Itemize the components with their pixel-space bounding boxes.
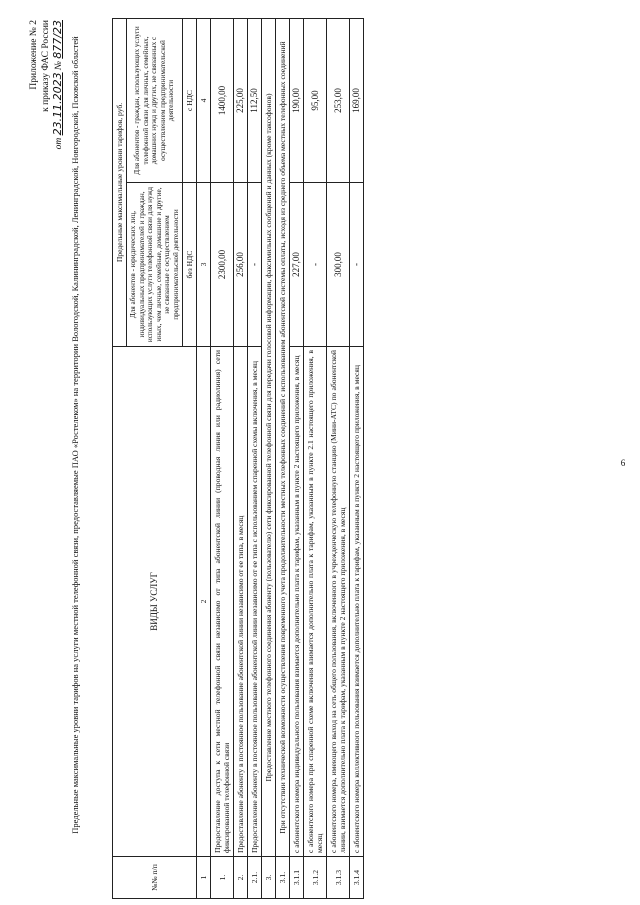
column-index: 1	[197, 857, 211, 899]
date-prefix: от	[54, 137, 64, 150]
table-row	[327, 19, 350, 899]
tariff-legal: -	[304, 183, 327, 347]
table-row	[248, 19, 262, 899]
header-row-number: №№ п/п	[113, 857, 197, 899]
service-description: Предоставление абоненту в постоянное пользование абонентской линии независимо от ее типа с использованием спаренной схемы включения, в месяц	[248, 347, 262, 857]
table-row	[234, 19, 248, 899]
tariff-legal: 256,00	[234, 183, 248, 347]
header-citizens: Для абонентов - граждан, использующих услуги телефонной связи для личных, семейных, домашних нужд и других, не связанных с осуществлением предпринимательской деятельности	[127, 19, 183, 183]
tariff-citizens: 112,50	[248, 19, 262, 183]
row-number: 3.1.2	[304, 857, 327, 899]
order-date-line	[52, 20, 65, 220]
header-services: ВИДЫ УСЛУГ	[113, 347, 197, 857]
row-number: 3.1.4	[350, 857, 364, 899]
header-legal-entities: Для абонентов - юридических лиц, индивидуальных предпринимателей и граждан, использующих услуги телефонной связи для нужд иных, чем личные, семейные, домашние и другие, не связанные с осуществлением предпринимательской деятельности	[127, 183, 183, 347]
page-number: 6	[620, 457, 626, 468]
table-row	[290, 19, 304, 899]
row-number: 2.1.	[248, 857, 262, 899]
header-no-vat: без НДС	[183, 183, 197, 347]
row-number: 3.1.3	[327, 857, 350, 899]
appendix-block	[28, 20, 65, 220]
service-description: Предоставление абоненту в постоянное пользование абонентской линии независимо от ее типа, в месяц	[234, 347, 248, 857]
tariff-citizens: 1400,00	[211, 19, 234, 183]
row-number: 3.1.	[276, 857, 290, 899]
order-date: 23.11.2023	[51, 72, 64, 136]
number-label: №	[54, 61, 64, 71]
table-row	[350, 19, 364, 899]
appendix-line-2: к приказу ФАС России	[41, 20, 51, 112]
tariff-table	[112, 18, 364, 899]
service-description: Предоставление доступа к сети местной телефонной связи независимо от типа абонентской линии (проводная линия или радиолиния) сети фиксированной телефонной связи	[211, 347, 234, 857]
column-index: 3	[197, 183, 211, 347]
row-number: 3.	[262, 857, 276, 899]
section-heading: При отсутствии технической возможности осуществления повременного учета продолжительности местных телефонных соединений с использованием абонентской системы оплаты, исходя из среднего объема местных телефонных соединений	[276, 19, 290, 857]
section-heading: Предоставление местного телефонного соединения абоненту (пользователю) сети фиксированной телефонной связи для передачи голосовой информации, факсимильных сообщений и данных (кроме таксофонов)	[262, 19, 276, 857]
tariff-citizens: 253,00	[327, 19, 350, 183]
header-max-tariffs: Предельные максимальные уровни тарифов, руб.	[113, 19, 127, 347]
table-row	[304, 19, 327, 899]
order-number: 877/23	[51, 20, 64, 59]
column-index: 2	[197, 347, 211, 857]
service-description: с абонентского номера индивидуального пользования взимается дополнительно плата к тарифам, указанным в пункте 2 настоящего приложения, в месяц	[290, 347, 304, 857]
tariff-legal: -	[248, 183, 262, 347]
tariff-citizens: 95,00	[304, 19, 327, 183]
row-number: 3.1.1	[290, 857, 304, 899]
tariff-legal: -	[350, 183, 364, 347]
row-number: 2.	[234, 857, 248, 899]
tariff-legal: 2300,00	[211, 183, 234, 347]
service-description: с абонентского номера коллективного пользования взимается дополнительно плата к тарифам, указанным в пункте 2 настоящего приложения, в месяц	[350, 347, 364, 857]
tariff-legal: 227,00	[290, 183, 304, 347]
tariff-citizens: 190,00	[290, 19, 304, 183]
tariff-legal: 300,00	[327, 183, 350, 347]
service-description: с абонентского номера, имеющего выход на сеть общего пользования, включенного в учрежденческую телефонную станцию (Мини-АТС) по абонентской линии, взимается дополнительно плата к тарифам, указанным в пункте 2 настоящего приложения, в месяц	[327, 347, 350, 857]
header-with-vat: с НДС	[183, 19, 197, 183]
service-description: с абонентского номера при спаренной схеме включения взимается дополнительно плата к тарифам, указанным в пункте 2.1 настоящего приложения, в месяц	[304, 347, 327, 857]
table-row	[211, 19, 234, 899]
section-row	[262, 19, 276, 899]
tariff-citizens: 225,00	[234, 19, 248, 183]
column-index: 4	[197, 19, 211, 183]
section-row	[276, 19, 290, 899]
appendix-line-1: Приложение № 2	[29, 20, 39, 90]
document-title: Предельные максимальные уровни тарифов на услуги местной телефонной связи, предоставляемые ПАО «Ростелеком» на территории Вологодской, Калининградской, Ленинградской, Новгородской, Псковской областей	[70, 36, 80, 834]
row-number: 1.	[211, 857, 234, 899]
tariff-citizens: 169,00	[350, 19, 364, 183]
